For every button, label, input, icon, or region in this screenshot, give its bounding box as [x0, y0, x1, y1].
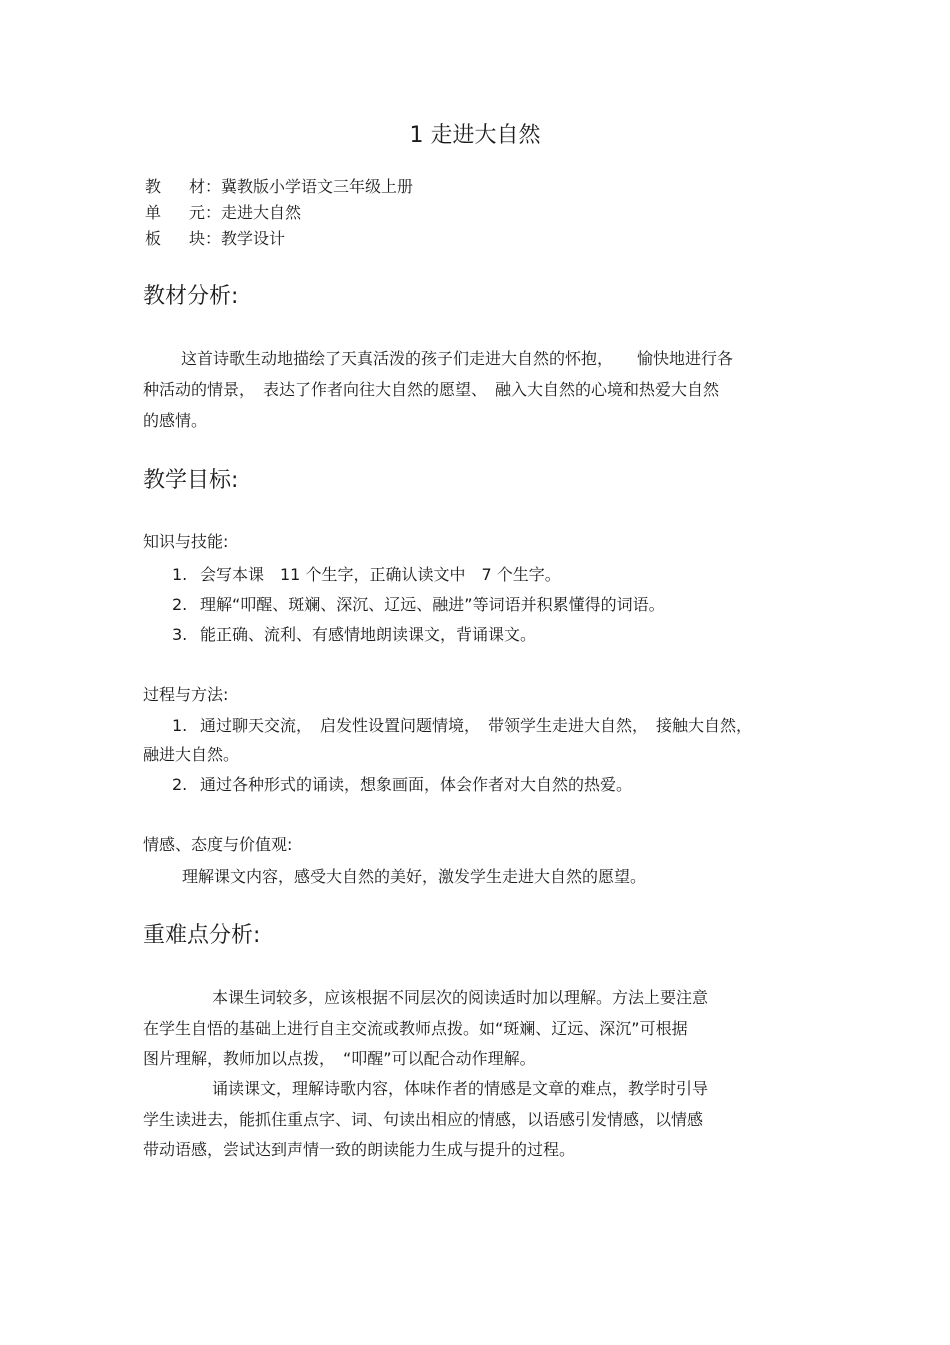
meta-row-unit	[145, 200, 301, 223]
list-item	[172, 622, 536, 645]
list-number: 2.	[172, 595, 188, 614]
list-text-continuation: 融进大自然。	[143, 745, 240, 764]
difficulty-line: 诵读课文，理解诗歌内容，体味作者的情感是文章的难点，教学时引导	[212, 1079, 709, 1098]
meta-row-textbook	[145, 174, 413, 197]
meta-key-char: 材	[189, 177, 206, 196]
list-text: 理解“叩醒、斑斓、深沉、辽远、融进”等词语并积累懂得的词语。	[200, 595, 665, 614]
difficulty-line: 学生读进去，能抓住重点字、词、句读出相应的情感，以语感引发情感，以情感	[143, 1110, 704, 1129]
difficulty-line: 本课生词较多，应该根据不同层次的阅读适时加以理解。方法上要注意	[212, 988, 709, 1007]
meta-key-char: 板	[145, 229, 162, 248]
meta-key-char: 块	[189, 229, 206, 248]
list-item	[172, 713, 752, 736]
heading-analysis: 教材分析:	[143, 284, 239, 309]
heading-goals: 教学目标:	[143, 468, 239, 493]
meta-value: 教学设计	[221, 229, 286, 248]
list-number: 1.	[172, 565, 188, 584]
analysis-line: 种活动的情景， 表达了作者向往大自然的愿望、 融入大自然的心境和热爱大自然	[143, 380, 720, 399]
difficulty-line: 图片理解，教师加以点拨， “叩醒”可以配合动作理解。	[143, 1049, 536, 1068]
subheading-emotion: 情感、态度与价值观:	[143, 835, 293, 854]
analysis-line: 这首诗歌生动地描绘了天真活泼的孩子们走进大自然的怀抱， 愉快地进行各	[181, 349, 734, 368]
list-item	[172, 772, 632, 795]
meta-value: 走进大自然	[221, 203, 302, 222]
meta-separator: ：	[205, 177, 222, 196]
subheading-knowledge: 知识与技能:	[143, 532, 229, 551]
list-item	[172, 562, 561, 585]
list-number: 1.	[172, 716, 188, 735]
meta-separator: ：	[205, 203, 222, 222]
heading-difficulty: 重难点分析:	[143, 923, 261, 948]
meta-key-char: 教	[145, 177, 162, 196]
list-number: 2.	[172, 775, 188, 794]
list-text: 能正确、流利、有感情地朗读课文，背诵课文。	[200, 625, 537, 644]
difficulty-line: 带动语感，尝试达到声情一致的朗读能力生成与提升的过程。	[143, 1140, 576, 1159]
list-text: 会写本课 11 个生字，正确认读文中 7 个生字。	[200, 565, 561, 584]
subheading-process: 过程与方法:	[143, 685, 229, 704]
analysis-line: 的感情。	[143, 411, 208, 430]
meta-key-char: 单	[145, 203, 162, 222]
list-text: 通过各种形式的诵读，想象画面，体会作者对大自然的热爱。	[200, 775, 633, 794]
meta-separator: ：	[205, 229, 222, 248]
page-title: 1 走进大自然	[409, 123, 541, 148]
emotion-text: 理解课文内容，感受大自然的美好，激发学生走进大自然的愿望。	[182, 867, 647, 886]
difficulty-line: 在学生自悟的基础上进行自主交流或教师点拨。如“斑斓、辽远、深沉”可根据	[143, 1019, 688, 1038]
list-text: 通过聊天交流， 启发性设置问题情境， 带领学生走进大自然， 接触大自然，	[200, 716, 753, 735]
meta-row-section	[145, 226, 285, 249]
list-item	[172, 592, 665, 615]
list-number: 3.	[172, 625, 188, 644]
meta-key-char: 元	[189, 203, 206, 222]
meta-value: 冀教版小学语文三年级上册	[221, 177, 414, 196]
